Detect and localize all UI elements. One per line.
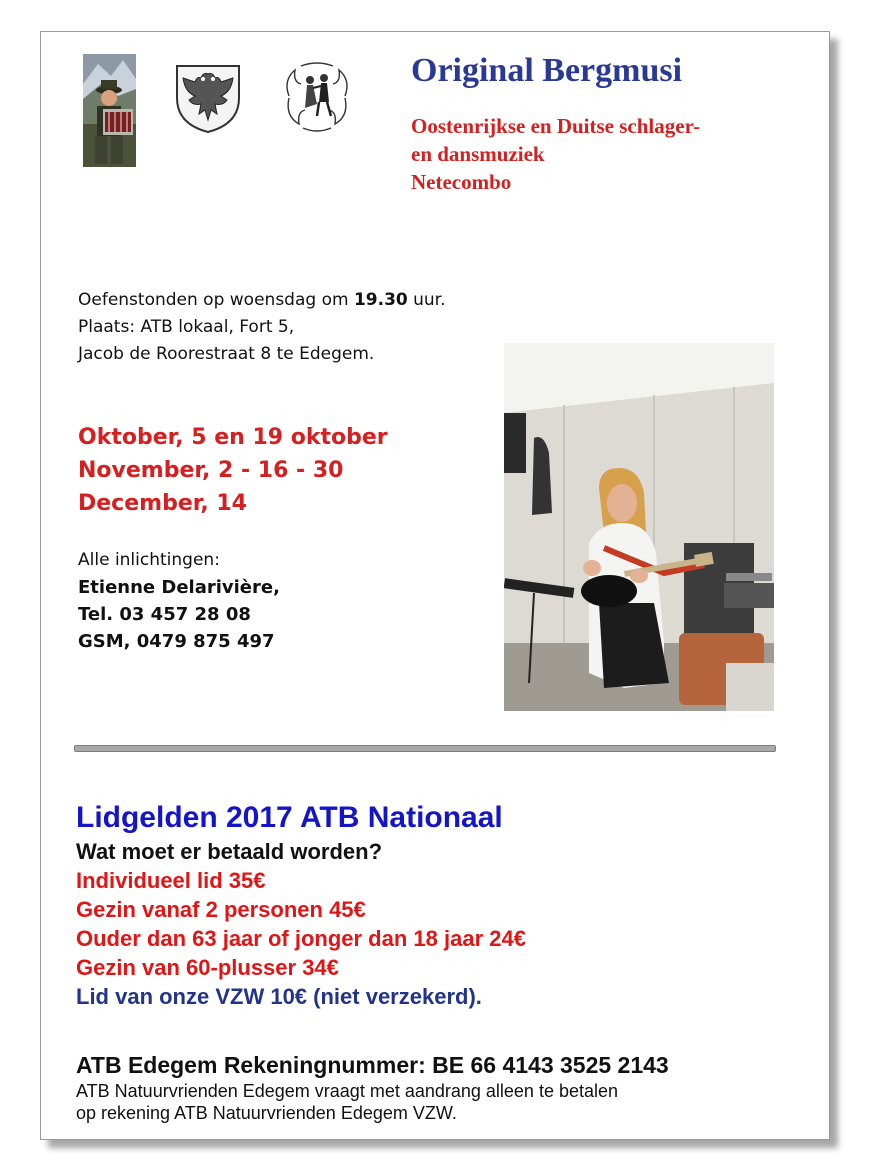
fee-item: Individueel lid 35€ (76, 868, 266, 893)
subtitle-line: en dansmuziek (411, 142, 545, 166)
fees-question: Wat moet er betaald worden? (76, 839, 383, 864)
bass-player-photo (504, 343, 774, 711)
section-divider (74, 745, 776, 752)
eagle-crest-icon (173, 62, 243, 134)
practice-suffix: uur. (407, 290, 446, 310)
accordion-player-icon (83, 54, 136, 167)
contact-label: Alle inlichtingen: (78, 550, 220, 570)
fee-item: Gezin van 60-plusser 34€ (76, 955, 339, 980)
practice-dates (78, 421, 388, 520)
band-title: Original Bergmusi (411, 52, 683, 89)
fee-vzw: Lid van onze VZW 10€ (niet verzekerd). (76, 984, 482, 1009)
bank-note-line: op rekening ATB Natuurvrienden Edegem VZW. (76, 1103, 457, 1123)
fee-item: Ouder dan 63 jaar of jonger dan 18 jaar 24€ (76, 926, 526, 951)
practice-time: 19.30 (353, 290, 408, 310)
practice-line-address: Jacob de Roorestraat 8 te Edegem. (78, 344, 375, 364)
contact-gsm: GSM, 0479 875 497 (78, 631, 275, 652)
bank-info (76, 1050, 669, 1124)
contact-tel: Tel. 03 457 28 08 (78, 604, 251, 625)
practice-line-place: Plaats: ATB lokaal, Fort 5, (78, 317, 295, 337)
dancing-couple-emblem-icon (279, 60, 355, 132)
practice-info (78, 287, 446, 368)
subtitle-line: Netecombo (411, 170, 512, 194)
flyer-page (40, 31, 830, 1140)
contact-info (78, 547, 280, 655)
date-line: December, 14 (78, 491, 247, 516)
fee-item: Gezin vanaf 2 personen 45€ (76, 897, 366, 922)
band-subtitle (411, 112, 700, 196)
bank-note-line: ATB Natuurvrienden Edegem vraagt met aandrang alleen te betalen (76, 1081, 619, 1101)
subtitle-line: Oostenrijkse en Duitse schlager- (411, 114, 701, 138)
date-line: November, 2 - 16 - 30 (78, 458, 344, 483)
bank-account: ATB Edegem Rekeningnummer: BE 66 4143 3525 2143 (76, 1052, 669, 1078)
fees-heading: Lidgelden 2017 ATB Nationaal (76, 801, 503, 834)
practice-line-time (78, 287, 446, 314)
practice-prefix: Oefenstonden op woensdag om (78, 290, 354, 310)
date-line: Oktober, 5 en 19 oktober (78, 425, 388, 450)
membership-fees (76, 799, 526, 1011)
contact-name: Etienne Delarivière, (78, 577, 280, 598)
